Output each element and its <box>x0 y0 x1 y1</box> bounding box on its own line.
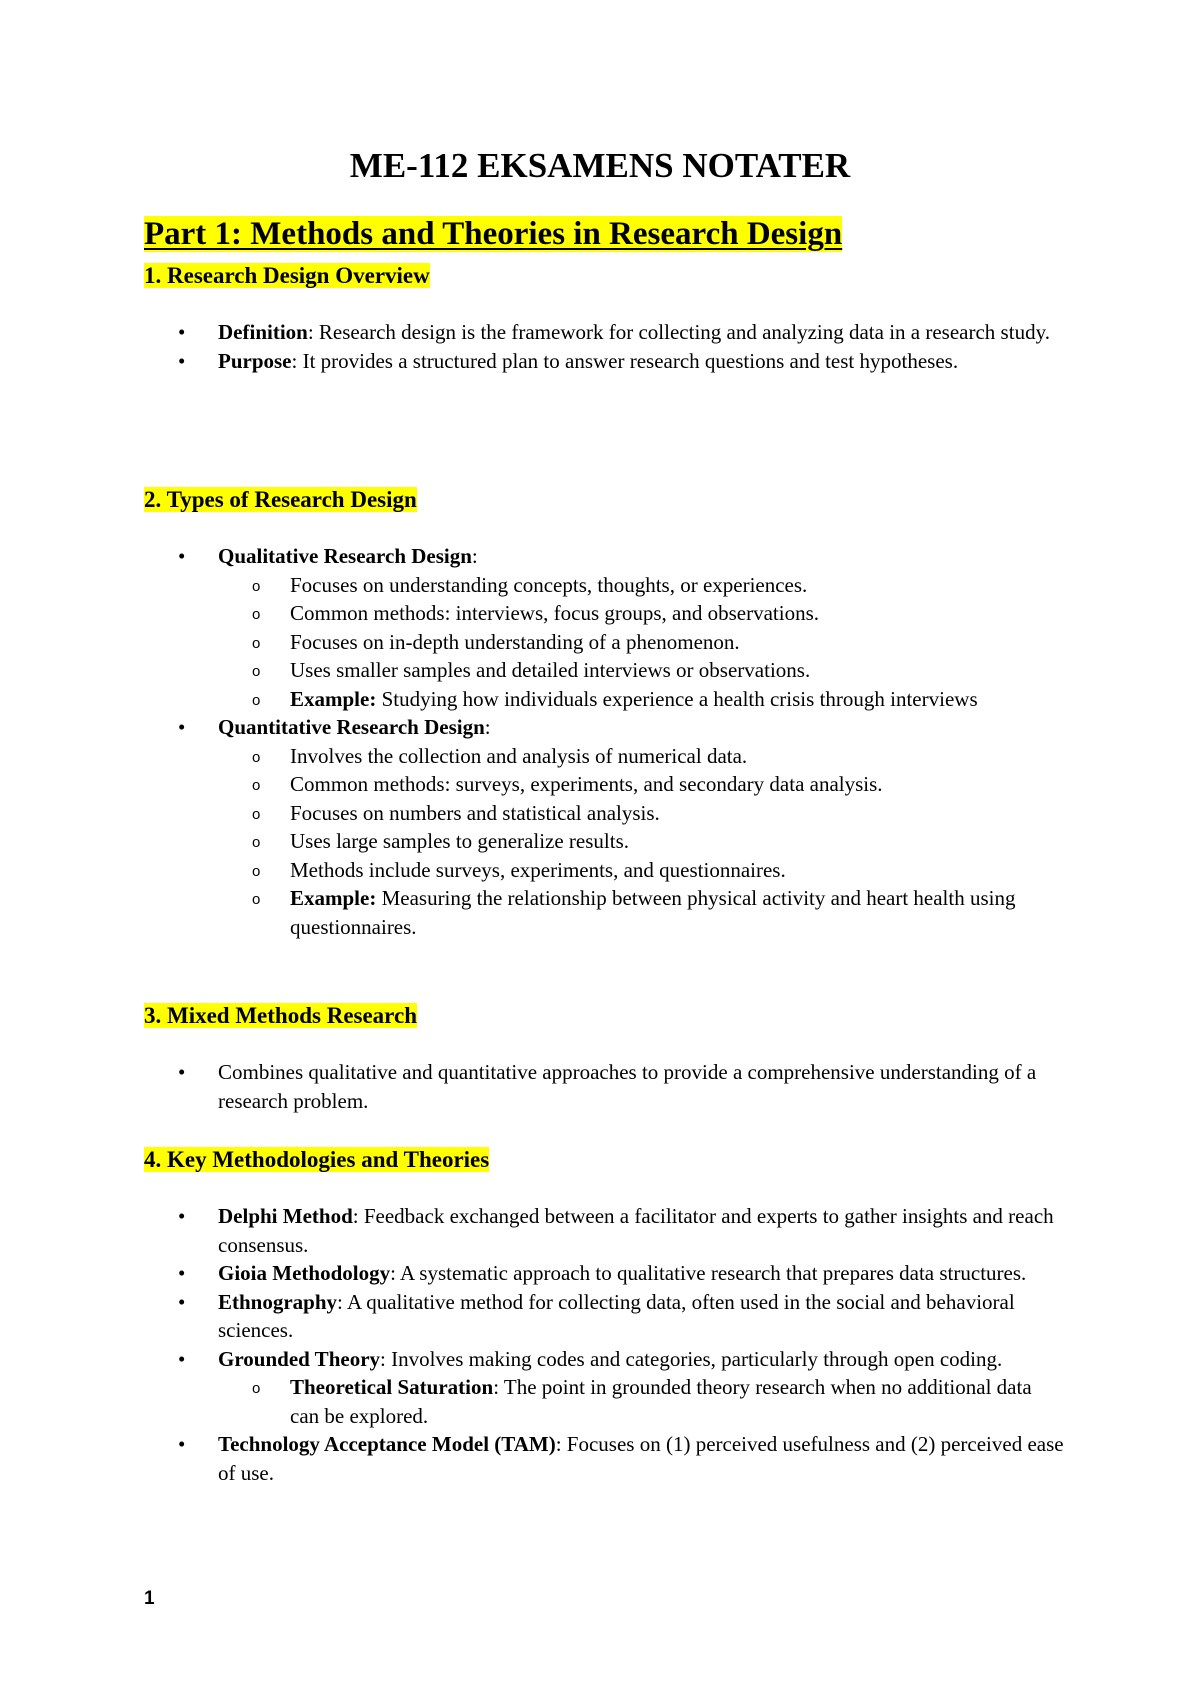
sub-list-item <box>218 770 1064 799</box>
section-mixed-methods-research <box>144 1001 1064 1115</box>
item-term: Delphi Method <box>218 1204 353 1228</box>
sub-list-item <box>218 742 1064 771</box>
part-heading-text: Part 1: Methods and Theories in Research Design <box>144 216 843 252</box>
item-text: : <box>484 715 491 739</box>
sub-list <box>144 571 1064 714</box>
item-term: Grounded Theory <box>218 1346 381 1371</box>
item-term: Purpose <box>218 348 292 373</box>
document-title: ME-112 EKSAMENS NOTATER <box>349 146 851 185</box>
item-term: Gioia Methodology <box>218 1261 391 1285</box>
sub-list-item <box>218 685 1064 714</box>
sub-list <box>144 1373 1064 1430</box>
sub-item-text: : The point in grounded theory research when no additional data can be explored. <box>290 1375 1032 1428</box>
section-heading-text: 4. Key Methodologies and Theories <box>144 1147 490 1172</box>
sub-item-text: Involves the collection and analysis of numerical data. <box>290 743 748 768</box>
item-term: Quantitative Research Design <box>218 715 485 739</box>
sub-item-text: Focuses on numbers and statistical analysis. <box>290 800 660 825</box>
list-item <box>144 1288 1064 1345</box>
page-number: 1 <box>144 1588 155 1609</box>
sub-list-item <box>218 884 1064 941</box>
item-text: : A systematic approach to qualitative research that prepares data structures. <box>390 1261 1027 1285</box>
item-term: Ethnography <box>218 1289 338 1314</box>
sub-item-term: Theoretical Saturation <box>290 1375 494 1399</box>
item-text: : Focuses on (1) perceived usefulness and (2) perceived ease of use. <box>218 1432 1064 1485</box>
item-text: : Involves making codes and categories, particularly through open coding. <box>380 1346 1003 1371</box>
sub-list-item <box>218 599 1064 628</box>
sub-item-text: Focuses on understanding concepts, thoughts, or experiences. <box>290 572 808 597</box>
section-types-of-research-design <box>144 485 1064 941</box>
item-text: : It provides a structured plan to answer research questions and test hypotheses. <box>291 348 959 373</box>
sub-list-item <box>218 856 1064 885</box>
list-item <box>144 1202 1064 1259</box>
part-heading <box>144 212 842 256</box>
sub-list-item <box>218 571 1064 600</box>
section-research-design-overview <box>144 261 1064 375</box>
list-item <box>144 347 1064 376</box>
sub-item-text: Common methods: surveys, experiments, and secondary data analysis. <box>290 772 883 796</box>
section-heading <box>144 1145 1064 1175</box>
sub-item-term: Example: <box>290 886 377 910</box>
item-term: Technology Acceptance Model (TAM) <box>218 1432 556 1456</box>
item-term: Definition <box>218 320 308 344</box>
bullet-list <box>144 1202 1064 1487</box>
sub-list-item <box>218 799 1064 828</box>
list-item <box>144 542 1064 713</box>
sub-item-text: Methods include surveys, experiments, and questionnaires. <box>290 857 786 882</box>
section-key-methodologies-and-theories <box>144 1145 1064 1487</box>
list-item <box>144 1345 1064 1431</box>
sub-item-text: Common methods: interviews, focus groups, and observations. <box>290 601 820 625</box>
sub-list-item <box>218 656 1064 685</box>
sub-list-item <box>218 628 1064 657</box>
section-heading-text: 2. Types of Research Design <box>144 487 417 512</box>
sub-list-item <box>218 827 1064 856</box>
list-item <box>144 1259 1064 1288</box>
sub-item-text: Measuring the relationship between physical activity and heart health using questionnaires. <box>290 886 1016 939</box>
section-heading-text: 1. Research Design Overview <box>144 263 430 288</box>
section-heading <box>144 1001 1064 1031</box>
list-item <box>144 713 1064 941</box>
sub-item-text: Studying how individuals experience a health crisis through interviews <box>376 686 978 711</box>
section-heading <box>144 485 1064 515</box>
bullet-list <box>144 542 1064 941</box>
bullet-list <box>144 318 1064 375</box>
item-text: : A qualitative method for collecting data, often used in the social and behavioral sciences. <box>218 1289 1015 1342</box>
item-text: : <box>471 544 478 568</box>
sub-item-term: Example: <box>290 686 377 711</box>
list-item <box>144 1058 1064 1115</box>
item-text: Combines qualitative and quantitative approaches to provide a comprehensive understanding of a research problem. <box>218 1060 1037 1113</box>
item-text: : Research design is the framework for collecting and analyzing data in a research study. <box>307 320 1050 344</box>
list-item <box>144 318 1064 347</box>
bullet-list <box>144 1058 1064 1115</box>
list-item <box>144 1430 1064 1487</box>
sub-list <box>144 742 1064 942</box>
sub-item-text: Focuses on in-depth understanding of a phenomenon. <box>290 629 740 654</box>
section-heading <box>144 261 1064 291</box>
section-heading-text: 3. Mixed Methods Research <box>144 1003 417 1028</box>
item-term: Qualitative Research Design <box>218 544 472 568</box>
sub-item-text: Uses large samples to generalize results. <box>290 829 630 853</box>
item-text: : Feedback exchanged between a facilitator and experts to gather insights and reach consensus. <box>218 1204 1054 1257</box>
sub-list-item <box>218 1373 1064 1430</box>
sub-item-text: Uses smaller samples and detailed interviews or observations. <box>290 658 811 682</box>
